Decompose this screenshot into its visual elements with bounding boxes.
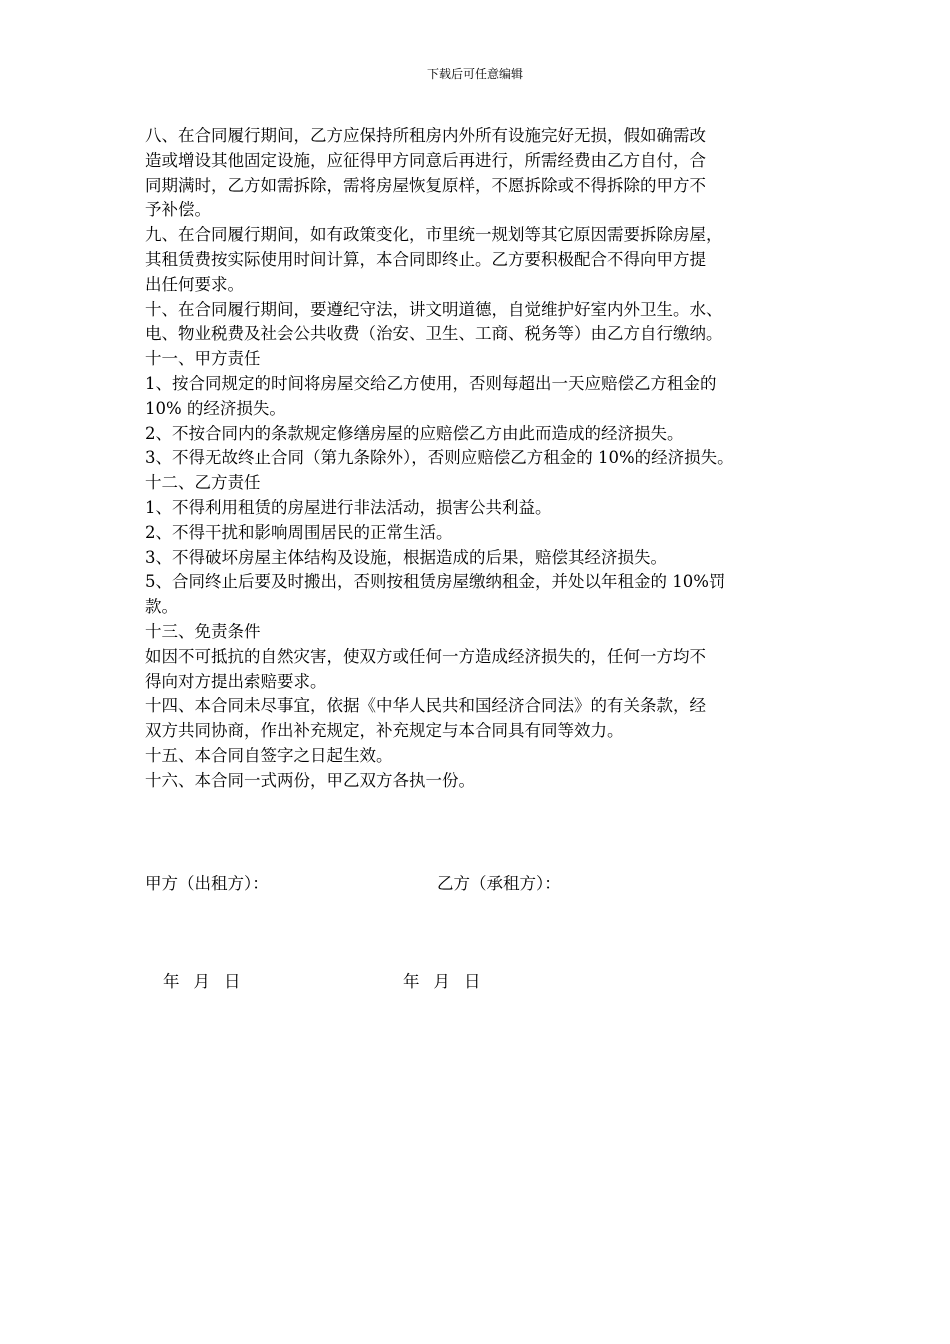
- contract-line: 3、不得破坏房屋主体结构及设施，根据造成的后果，赔偿其经济损失。: [145, 547, 667, 567]
- date-year-label: 年: [403, 972, 420, 991]
- contract-line: 2、不得干扰和影响周围居民的正常生活。: [145, 522, 453, 542]
- contract-line: 十五、本合同自签字之日起生效。: [145, 745, 393, 765]
- contract-line: 造或增设其他固定设施，应征得甲方同意后再进行，所需经费由乙方自付，合: [145, 150, 706, 170]
- section-heading: 十二、乙方责任: [145, 473, 261, 493]
- contract-line: 3、不得无故终止合同（第九条除外），否则应赔偿乙方租金的 10%的经济损失。: [145, 448, 734, 468]
- contract-line: 双方共同协商，作出补充规定，补充规定与本合同具有同等效力。: [145, 721, 624, 741]
- party-b-date: [403, 970, 481, 994]
- contract-line: 出任何要求。: [145, 274, 244, 294]
- date-month-label: 月: [433, 972, 450, 991]
- date-day-label: 日: [464, 972, 481, 991]
- contract-line: 款。: [145, 597, 178, 617]
- contract-line: 得向对方提出索赔要求。: [145, 671, 327, 691]
- date-day-label: 日: [224, 972, 241, 991]
- contract-line: 十六、本合同一式两份，甲乙双方各执一份。: [145, 770, 475, 790]
- contract-line: 如因不可抵抗的自然灾害，使双方或任何一方造成经济损失的，任何一方均不: [145, 646, 706, 666]
- contract-line: 1、不得利用租赁的房屋进行非法活动，损害公共利益。: [145, 497, 552, 517]
- party-b-signature-label: 乙方（承租方）：: [437, 874, 561, 893]
- contract-line: 5、合同终止后要及时搬出，否则按租赁房屋缴纳租金，并处以年租金的 10%罚: [145, 572, 726, 592]
- contract-line: 九、在合同履行期间，如有政策变化，市里统一规划等其它原因需要拆除房屋，: [145, 225, 723, 245]
- contract-line: 同期满时，乙方如需拆除，需将房屋恢复原样，不愿拆除或不得拆除的甲方不: [145, 175, 706, 195]
- contract-line: 十、在合同履行期间，要遵纪守法，讲文明道德，自觉维护好室内外卫生。水、: [145, 299, 723, 319]
- contract-line: 2、不按合同内的条款规定修缮房屋的应赔偿乙方由此而造成的经济损失。: [145, 423, 684, 443]
- date-year-label: 年: [163, 972, 180, 991]
- party-a-signature-label: 甲方（出租方）：: [145, 874, 269, 893]
- contract-line: 电、物业税费及社会公共收费（治安、卫生、工商、税务等）由乙方自行缴纳。: [145, 324, 723, 344]
- contract-line: 1、按合同规定的时间将房屋交给乙方使用，否则每超出一天应赔偿乙方租金的: [145, 373, 717, 393]
- page-header-note: 下载后可任意编辑: [426, 67, 523, 81]
- contract-line: 予补偿。: [145, 200, 211, 220]
- contract-body: [145, 124, 825, 794]
- contract-line: 八、在合同履行期间，乙方应保持所租房内外所有设施完好无损，假如确需改: [145, 126, 706, 145]
- date-month-label: 月: [193, 972, 210, 991]
- party-a-date: [163, 970, 241, 994]
- contract-line: 十四、本合同未尽事宜，依据《中华人民共和国经济合同法》的有关条款，经: [145, 696, 706, 716]
- contract-line: 10% 的经济损失。: [145, 398, 286, 418]
- contract-line: 其租赁费按实际使用时间计算，本合同即终止。乙方要积极配合不得向甲方提: [145, 249, 706, 269]
- section-heading: 十一、甲方责任: [145, 349, 261, 369]
- section-heading: 十三、免责条件: [145, 621, 261, 641]
